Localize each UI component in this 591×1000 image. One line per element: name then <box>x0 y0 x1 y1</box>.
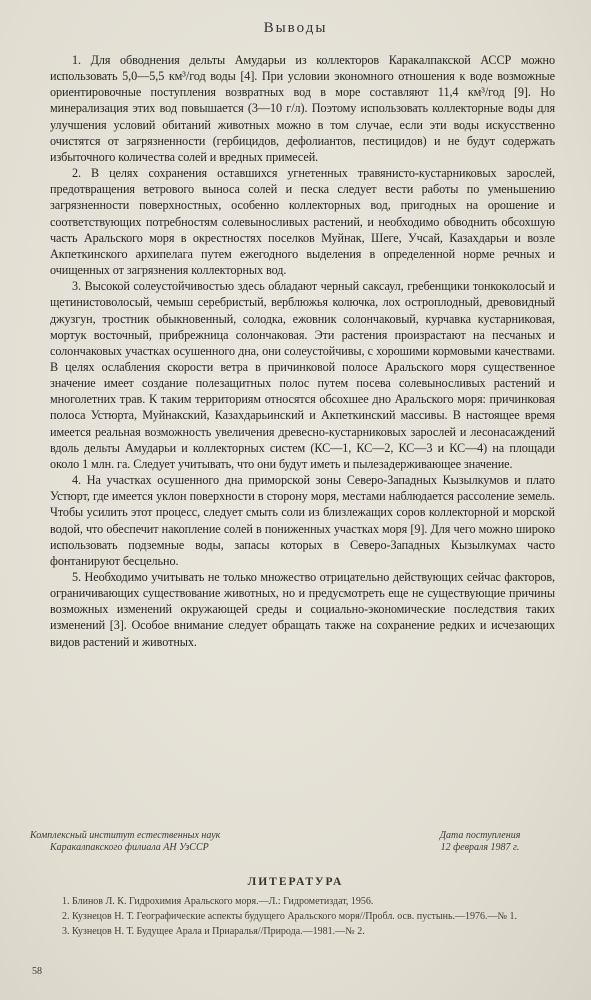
institution-block <box>30 830 320 854</box>
conclusion-paragraph-5: 5. Необходимо учитывать не только множество отрицательно действующих сейчас факторов, ограничивающих существование животных, но и предусмотреть еще не существующие причины возможных изменений окружающей среды и социально-экономические последствия таких изменений [3]. Особое внимание следует обращать также на сохранение редких и исчезающих видов растений и животных. <box>50 570 555 649</box>
conclusion-paragraph-4: 4. На участках осушенного дна приморской зоны Северо-Западных Кызылкумов и плато Устюрт, где имеется уклон поверхности в сторону моря, местами наблюдается рассоление земель. Чтобы усилить этот процесс, следует смыть соли из близлежащих соров коллекторной и морской водой, что обеспечит накопление солей в пониженных участках моря [9]. Для чего можно широко использовать подземные воды, запасы которых в Северо-Западных Кызылкумах часто фонтанируют бесцельно. <box>50 473 555 568</box>
received-date-value: 12 февраля 1987 г. <box>440 842 520 853</box>
conclusion-paragraph-3: 3. Высокой солеустойчивостью здесь обладают черный саксаул, гребенщики тонкоколосый и щетинистоволосый, чемыш серебристый, верблюжья колючка, лох остроплодный, древовидный джузгун, тростник обыкновенный, солодка, ежовник солончаковый, курчавка кустарниковая, мортук восточный, прибрежница солончаковая. Эти растения произрастают на песчаных и солончаковых участках осушенного дна, они солеустойчивы, с хорошими кормовыми качествами. В целях ослабления скорости ветра в причинковой полосе Аральского моря существенное значение имеет создание полезащитных полос путем посева солевыносливых растений и многолетних трав. К таким территориям относятся обсохшее дно Аральского моря: причинковая полоса Устюрта, Муйнакский, Казахдарьинский и Акпеткинский массивы. В настоящее время имеется реальная возможность увеличения древесно-кустарниковых зарослей и лесонасаждений вдоль дельты Амударьи и коллекторных систем (КС—1, КС—2, КС—3 и КС—4) на площади около 1 млн. га. Следует учитывать, что они будут иметь и пылезадерживающее значение. <box>50 279 555 471</box>
institution-line-2: Каракалпакского филиала АН УзССР <box>50 842 209 853</box>
received-date-block <box>405 830 555 854</box>
reference-item-1: 1. Блинов Л. К. Гидрохимия Аральского моря.—Л.: Гидрометиздат, 1956. <box>62 896 374 907</box>
section-title: Выводы <box>263 20 328 36</box>
page-number: 58 <box>32 966 42 977</box>
reference-list <box>44 896 554 940</box>
conclusion-paragraph-2: 2. В целях сохранения оставшихся угнетенных травянисто-кустарниковых зарослей, предотвращения ветрового выноса солей и песка следует вести работы по уменьшению загрязненности поверхностных, особенно коллекторных вод, пригодных на орошение и соответствующих потребностям солевыносливых растений, и необходимо обводнить обсохшую часть Аральского моря в окрестностях поселков Муйнак, Шеге, Учсай, Казахдарьи и возле Акпеткинского архипелага путем ежегодного выделения в определенной норме речных и очищенных от загрязнения коллекторных вод. <box>50 166 555 278</box>
received-date-label: Дата поступления <box>439 830 521 841</box>
conclusion-paragraph-1: 1. Для обводнения дельты Амударьи из коллекторов Каракалпакской АССР можно использовать 5,0—5,5 км³/год воды [4]. При условии экономного отношения к воде возможные ориентировочные поступления возвратных вод в море составляют 11,4 км³/год [9]. Но минерализация этих вод повышается (3—10 г/л). Поэтому использовать коллекторные воды для улучшения условий обитаний животных можно в том случае, если эти воды искусственно очистятся от загрязненности (гербицидов, дефолиантов, пестицидов) и не будут содержать избыточного количества солей и вредных примесей. <box>50 53 555 164</box>
reference-item-2: 2. Кузнецов Н. Т. Географические аспекты будущего Аральского моря//Пробл. осв. пустынь.—1976.—№ 1. <box>62 910 518 922</box>
conclusions-body <box>50 52 555 650</box>
literature-title: ЛИТЕРАТУРА <box>247 876 344 888</box>
reference-item-3: 3. Кузнецов Н. Т. Будущее Арала и Приаралья//Природа.—1981.—№ 2. <box>62 925 365 937</box>
institution-line-1: Комплексный институт естественных наук <box>30 830 221 841</box>
